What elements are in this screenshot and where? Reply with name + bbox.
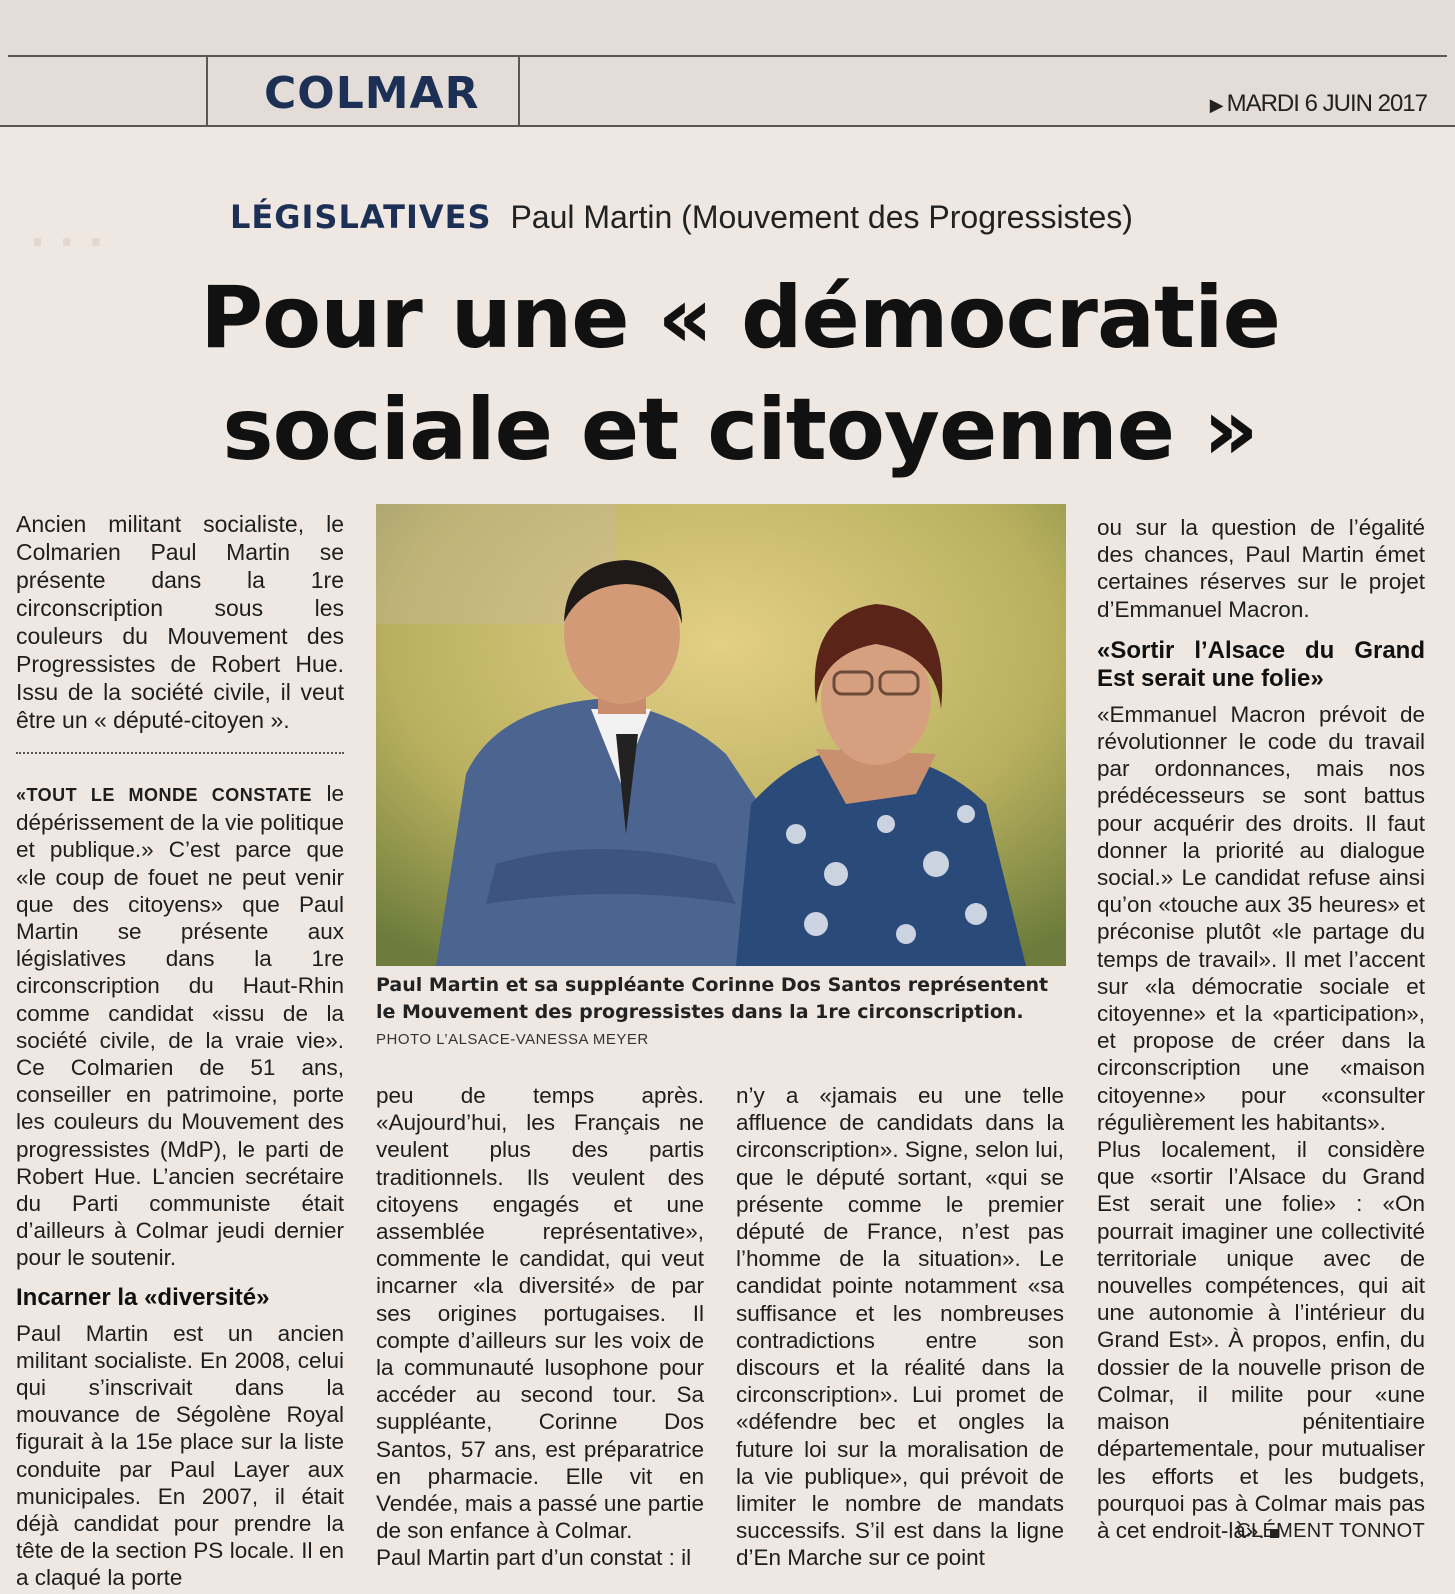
kicker-text: Paul Martin (Mouvement des Progressistes)	[510, 199, 1133, 235]
issue-date: ▶ MARDI 6 JUIN 2017	[1210, 90, 1427, 118]
photo-caption: Paul Martin et sa suppléante Corinne Dos Santos représentent le Mouvement des progressistes dans la 1re circonscription.	[376, 974, 1049, 1023]
column-4-paragraph-1: ou sur la question de l’égalité des chances, Paul Martin émet certaines réserves sur le projet d’Emmanuel Macron.	[1097, 515, 1425, 622]
column-3-paragraph-1: n’y a «jamais eu une telle affluence de candidats dans la circonscription». Signe, selon lui, que le député sortant, «qui se présente comme le premier député de France, n’est pas l’homme de la situation». Le candidat pointe notamment «sa suffisance et les nombreuses contradictions entre son discours et la réalité dans la circonscription». Lui promet de «défendre bec et ongles la future loi sur la moralisation de la vie publique», qui prévoit de limiter le nombre de mandats successifs. S’il est dans la ligne d’En Marche sur ce point	[736, 1083, 1064, 1571]
subhead-diversite: Incarner la «diversité»	[16, 1283, 270, 1311]
column-4-paragraph-3	[1097, 1136, 1425, 1544]
ghost-text: . . .	[30, 210, 104, 256]
subhead-alsace: «Sortir l’Alsace du Grand Est serait une folie»	[1097, 636, 1425, 692]
kicker-label: LÉGISLATIVES	[230, 198, 492, 236]
opening-caps: «TOUT LE MONDE CONSTATE	[16, 785, 313, 805]
headline-line-2: sociale et citoyenne »	[222, 380, 1258, 480]
portrait-illustration	[376, 504, 1066, 966]
article-photo	[376, 504, 1066, 966]
kicker	[230, 198, 1133, 236]
lead-separator	[16, 752, 344, 754]
column-4-paragraph-3-text: Plus localement, il considère que «sortir l’Alsace du Grand Est serait une folie» : «On pourrait imaginer une collectivité territoriale unique avec de nouvelles compétences, qui ait une autonomie à l’intérieur du Grand Est». À propos, enfin, du dossier de la nouvelle prison de Colmar, il milite pour «une maison pénitentiaire départementale, pour mutualiser les efforts et les budgets, pourquoi pas à Colmar mais pas à cet endroit-là».	[1097, 1137, 1425, 1543]
author-byline: CLÉMENT TONNOT	[1236, 1520, 1425, 1542]
body-paragraph-1	[16, 780, 344, 1272]
column-2-paragraph-1: peu de temps après. «Aujourd’hui, les Français ne veulent plus des partis traditionnels. Ils veulent des citoyens engagés et une assemblée représentative», commente le candidat, qui veut incarner «la diversité» de par ses origines portugaises. Il compte d’ailleurs sur les voix de la communauté lusophone pour accéder au second tour. Sa suppléante, Corinne Dos Santos, 57 ans, est préparatrice en pharmacie. Elle vit en Vendée, mais a passé une partie de son enfance à Colmar.	[376, 1083, 704, 1544]
headline-line-1: Pour une « démocratie	[200, 268, 1280, 368]
headline	[180, 262, 1300, 486]
photo-credit: PHOTO L’ALSACE-VANESSA MEYER	[376, 1031, 649, 1048]
column-2-paragraph-2: Paul Martin part d’un constat : il	[376, 1545, 692, 1571]
column-3	[736, 1082, 1064, 1572]
section-title: COLMAR	[264, 68, 480, 119]
column-1	[16, 510, 344, 1592]
column-4	[1097, 514, 1425, 1544]
column-4-paragraph-2: «Emmanuel Macron prévoit de révolutionner le code du travail par ordonnances, mais nos prédécesseurs se sont battus pour acquérir des droits. Il faut donner la priorité au dialogue social.» Le candidat refuse ainsi qu’on «touche aux 35 heures» et préconise plutôt «le partage du temps de travail». Il met l’accent sur «la démocratie sociale et citoyenne» et la «participation», et propose de créer dans la circonscription une «maison citoyenne» pour «consulter régulièrement les habitants».	[1097, 701, 1425, 1135]
page-header	[0, 0, 1455, 127]
column-2	[376, 1082, 704, 1572]
body-paragraph-2: Paul Martin est un ancien militant socialiste. En 2008, celui qui s’inscrivait dans la mouvance de Ségolène Royal figurait à la 15e place sur la liste conduite par Paul Layer aux municipales. En 2007, il était déjà candidat pour prendre la tête de la section PS locale. Il en a claqué la porte	[16, 1320, 344, 1591]
body-paragraph-1-text: le dépérissement de la vie politique et publique.» C’est parce que «le coup de fouet ne peut venir que des citoyens» que Paul Martin se présente aux législatives dans la 1re circonscription du Haut-Rhin comme candidat «issu de la société civile, de la vraie vie». Ce Colmarien de 51 ans, conseiller en patrimoine, porte les couleurs du Mouvement des progressistes (MdP), le parti de Robert Hue. L’ancien secrétaire du Parti communiste était d’ailleurs à Colmar jeudi dernier pour le soutenir.	[16, 781, 344, 1271]
lead-paragraph: Ancien militant socialiste, le Colmarien Paul Martin se présente dans la 1re circonscription sous les couleurs du Mouvement des Progressistes de Robert Hue. Issu de la société civile, il veut être un « député-citoyen ».	[16, 511, 344, 733]
